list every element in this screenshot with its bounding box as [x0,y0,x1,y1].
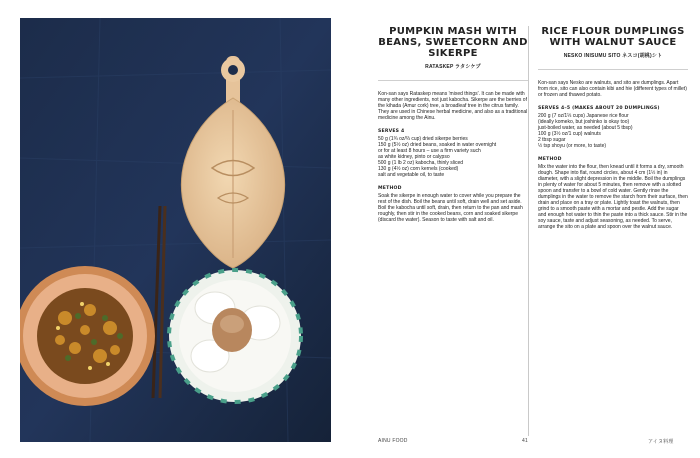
serves-label: SERVES 4–5 (MAKES ABOUT 20 DUMPLINGS) [538,106,660,111]
title-rule [378,80,528,81]
recipe-intro: Kon-san says Nesko are walnuts, and sito are dumplings. Apart from rice, sito can also contain kibi and hie (different types of millet) or frozen and thawed potato. [538,80,687,98]
pumpkin-mash-recipe [378,26,528,223]
ingredient-line: 130 g (4½ oz) corn kernels (cooked) [378,166,459,172]
ingredient-line: just-boiled water, as needed (about 5 tbsp) [538,125,633,131]
ingredient-line: 100 g (3½ oz/1 cup) walnuts [538,131,601,137]
ingredient-line: salt and vegetable oil, to taste [378,172,445,178]
method-label: METHOD [378,186,402,191]
ingredient-line: 200 g (7 oz/1⅓ cups) Japanese rice flour [538,113,629,119]
pumpkin-mash-bowl [20,266,155,406]
title-rule [538,69,688,70]
ingredient-line: as white kidney, pinto or calypso [378,154,450,160]
method-text: Mix the water into the flour, then knead until it forms a dry, smooth dough. Shape into flat, round circles, about 4 cm (1½ in) in diameter, with a slight depression in the middle. Boil the dumplings in plenty of water for about 5 minutes, then remove with a slotted spoon and transfer to a bowl of cold water. Gently rinse the dumplings in the water to remove the starch from their surface, then drain and place on a tray or plate. Lightly toast the walnuts, then grind to a smooth paste with a mortar and pestle. Add the sugar and enough hot water to thin the paste into a thick sauce. Stir in the soy sauce, taste and adjust seasoning, as needed. To serve, arrange the sito on a plate and spoon over the walnut sauce. [538,164,688,230]
dumpling-plate [169,270,301,402]
food-photograph [20,18,331,442]
ingredient-line: (ideally komeko, but joshinko is okay too) [538,119,630,125]
page-number: 41 [522,438,528,444]
recipe-title: RICE FLOUR DUMPLINGS WITH WALNUT SAUCE [541,26,685,48]
ingredient-line: 50 g (1¾ oz/⅔ cup) dried sikerpe berries [378,136,468,142]
method-text: Soak the sikerpe in enough water to cover while you prepare the rest of the dish. Boil the beans until soft, drain well and set aside. Boil the kabocha until soft, drain, then return to the pan and mash roughly, then stir in the cooked beans, corn and soaked sikerpe (discard the water). Season to taste with salt and oil. [378,193,523,223]
recipe-intro: Kon-san says Rataskep means 'mixed things'. It can be made with many other ingredients, not just kabocha. Sikerpe are the berries of the kihada (Amur cork) tree, a broadleaf tree in the citrus family. They are used in Chinese herbal medicine, and also as a traditional medicine among the Ainu. [378,91,528,121]
ingredient-line: 150 g (5½ oz) dried beans, soaked in water overnight [378,142,497,148]
column-divider [528,26,529,436]
ingredients-list [378,136,528,178]
ingredient-line: or for at least 8 hours – use a firm variety such [378,148,481,154]
photo-illustration [20,18,331,442]
ingredient-line: 2 tbsp sugar [538,137,566,143]
method-label: METHOD [538,157,562,162]
footer-book-title: AINU FOOD [378,438,408,444]
footer-japanese-title: アイヌ料理 [648,439,674,445]
ingredients-list [538,113,688,149]
recipe-page [370,18,690,448]
serves-label: SERVES 4 [378,129,405,134]
recipe-title: PUMPKIN MASH WITH BEANS, SWEETCORN AND SIKERPE [378,26,528,59]
rice-dumpling-recipe [538,26,688,230]
ingredient-line: ½ tsp shoyu (or more, to taste) [538,143,607,149]
recipe-subtitle: NESKO INISUMU SITO ネスコ(胡桃)シト [563,53,663,59]
ingredient-line: 500 g (1 lb 2 oz) kabocha, thinly sliced [378,160,464,166]
recipe-subtitle: RATASKEP ラタシケプ [425,64,481,70]
